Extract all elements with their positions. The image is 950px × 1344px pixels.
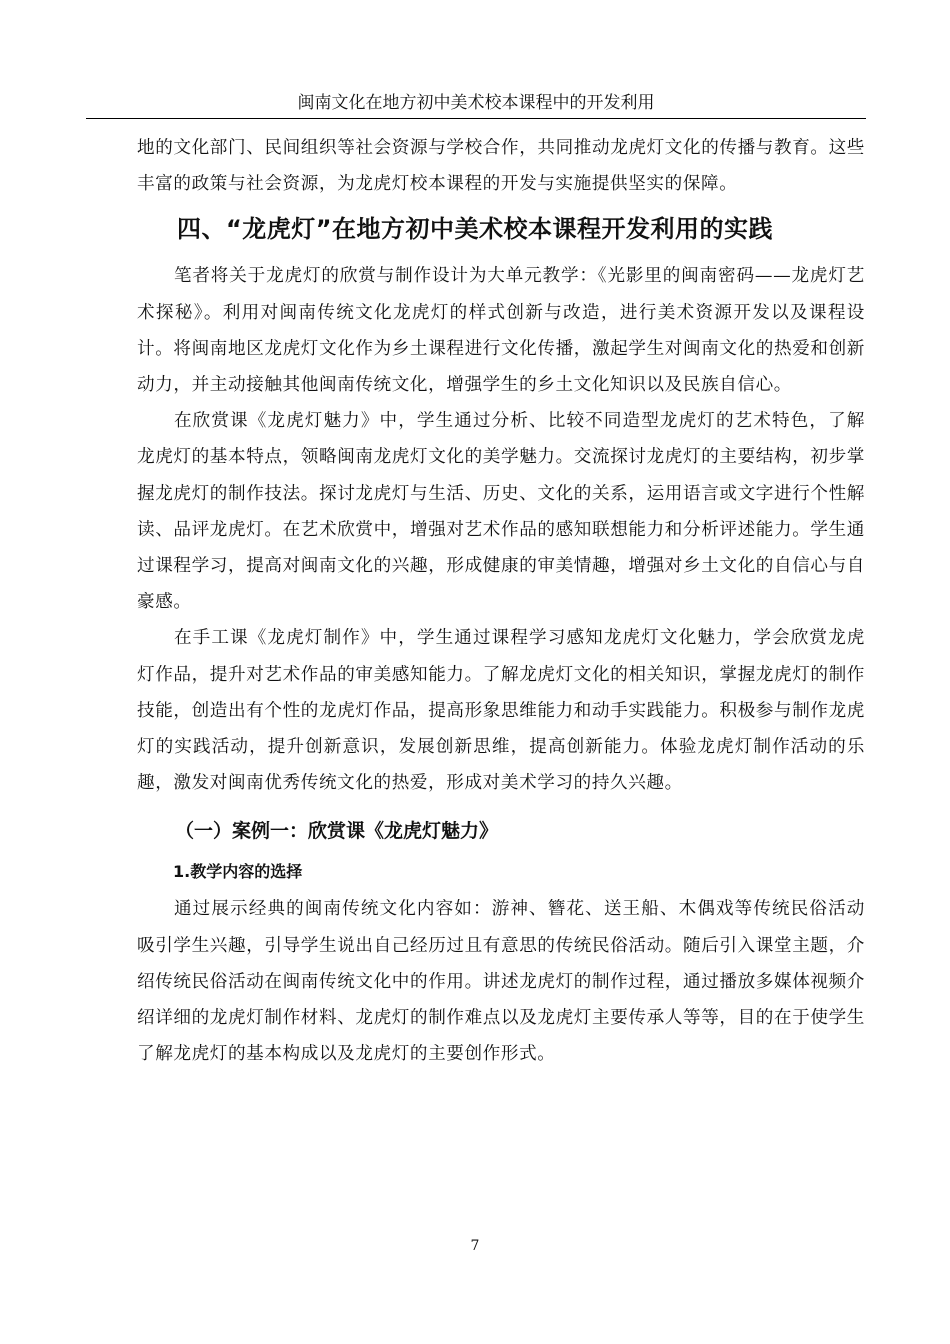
paragraph-1: 笔者将关于龙虎灯的欣赏与制作设计为大单元教学：《光影里的闽南密码——龙虎灯艺术探秘》。利用对闽南传统文化龙虎灯的样式创新与改造，进行美术资源开发以及课程设计。将闽南地区龙虎灯文化作为乡土课程进行文化传播，激起学生对闽南文化的热爱和创新动力，并主动接触其他闽南传统文化，增强学生的乡土文化知识以及民族自信心。 [137, 266, 865, 396]
paragraph-intro: 地的文化部门、民间组织等社会资源与学校合作，共同推动龙虎灯文化的传播与教育。这些丰富的政策与社会资源，为龙虎灯校本课程的开发与实施提供坚实的保障。 [137, 138, 865, 195]
header-rule [86, 118, 866, 119]
page-body [137, 130, 865, 1072]
page-number: 7 [470, 1238, 480, 1254]
item-heading: 1.教学内容的选择 [173, 862, 303, 882]
subsection-heading: （一）案例一：欣赏课《龙虎灯魅力》 [175, 820, 499, 843]
paragraph-2: 在欣赏课《龙虎灯魅力》中，学生通过分析、比较不同造型龙虎灯的艺术特色，了解龙虎灯的基本特点，领略闽南龙虎灯文化的美学魅力。交流探讨龙虎灯的主要结构，初步掌握龙虎灯的制作技法。探讨龙虎灯与生活、历史、文化的关系，运用语言或文字进行个性解读、品评龙虎灯。在艺术欣赏中，增强对艺术作品的感知联想能力和分析评述能力。学生通过课程学习，提高对闽南文化的兴趣，形成健康的审美情趣，增强对乡土文化的自信心与自豪感。 [137, 411, 865, 613]
paragraph-3: 在手工课《龙虎灯制作》中，学生通过课程学习感知龙虎灯文化魅力，学会欣赏龙虎灯作品，提升对艺术作品的审美感知能力。了解龙虎灯文化的相关知识，掌握龙虎灯的制作技能，创造出有个性的龙虎灯作品，提高形象思维能力和动手实践能力。积极参与制作龙虎灯的实践活动，提升创新意识，发展创新思维，提高创新能力。体验龙虎灯制作活动的乐趣，激发对闽南优秀传统文化的热爱，形成对美术学习的持久兴趣。 [137, 628, 865, 794]
paragraph-4: 通过展示经典的闽南传统文化内容如：游神、簪花、送王船、木偶戏等传统民俗活动吸引学生兴趣，引导学生说出自己经历过且有意思的传统民俗活动。随后引入课堂主题，介绍传统民俗活动在闽南传统文化中的作用。讲述龙虎灯的制作过程，通过播放多媒体视频介绍详细的龙虎灯制作材料、龙虎灯的制作难点以及龙虎灯主要传承人等等，目的在于使学生了解龙虎灯的基本构成以及龙虎灯的主要创作形式。 [137, 899, 865, 1065]
section-heading: 四、“龙虎灯”在地方初中美术校本课程开发利用的实践 [177, 215, 774, 244]
running-header: 闽南文化在地方初中美术校本课程中的开发利用 [297, 93, 655, 113]
